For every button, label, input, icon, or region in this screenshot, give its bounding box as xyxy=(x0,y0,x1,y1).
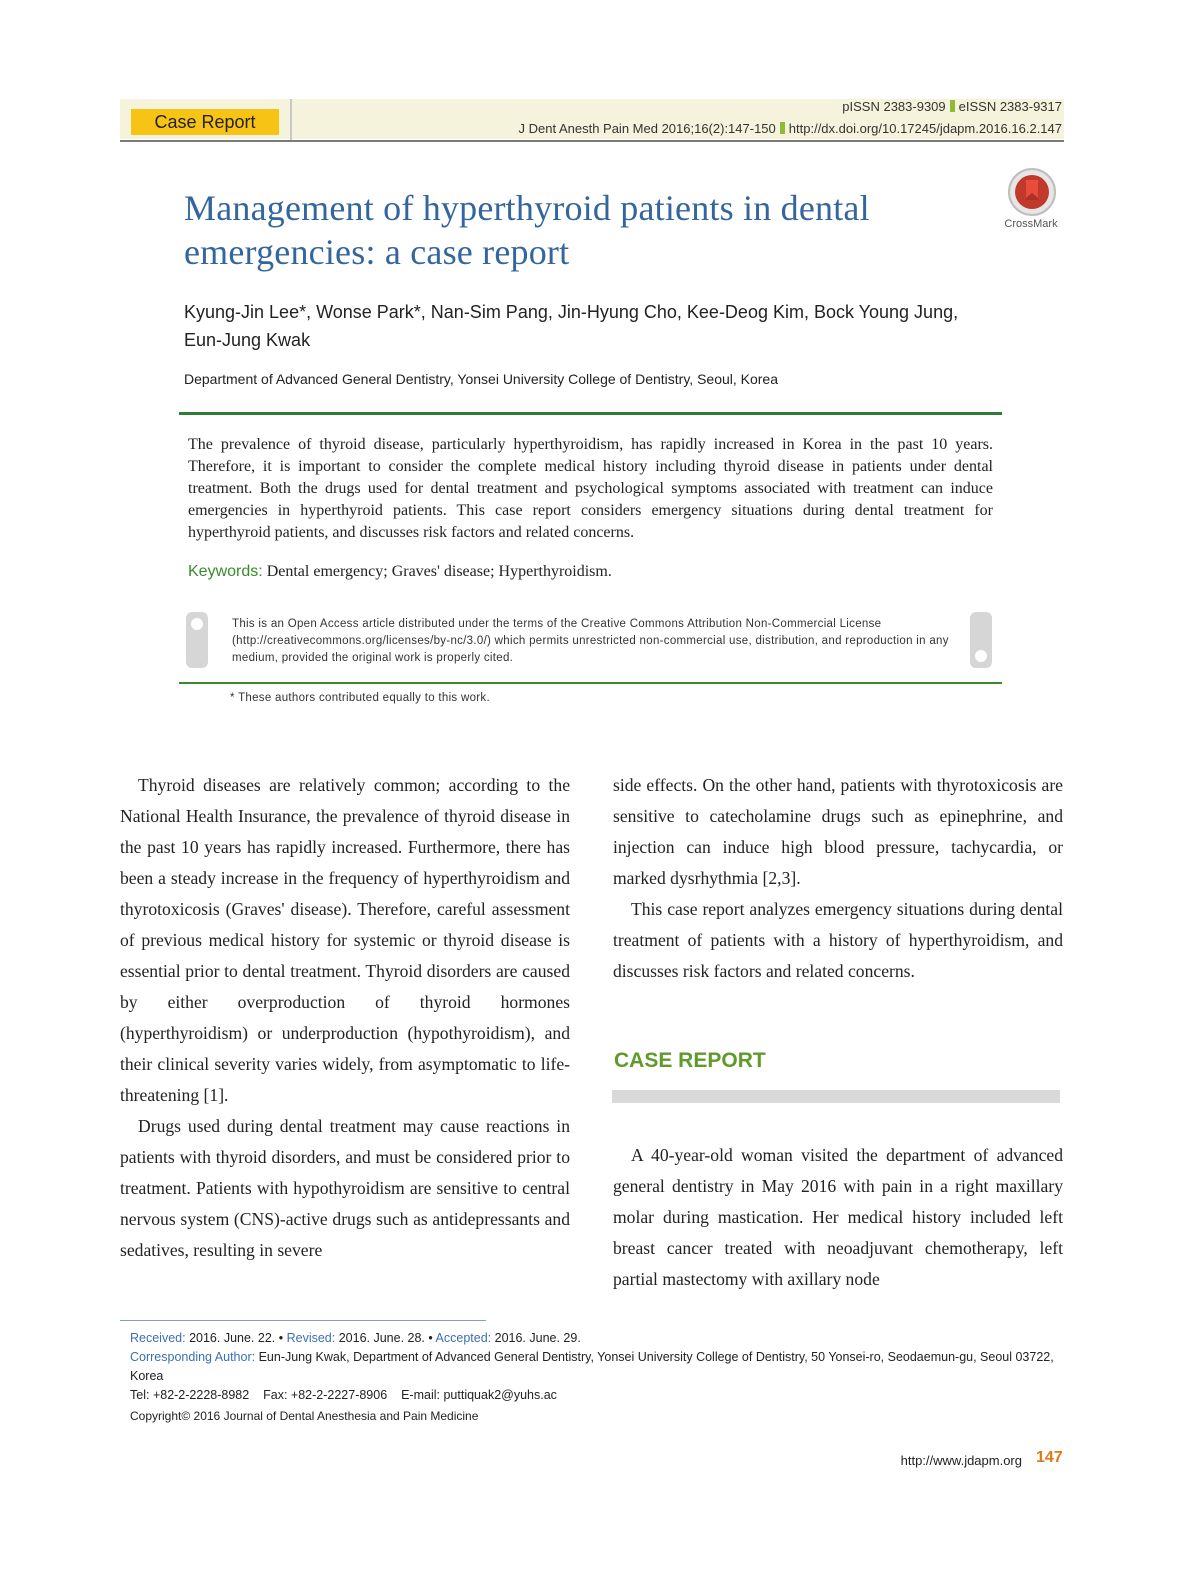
received-date: 2016. June. 22. xyxy=(189,1331,276,1345)
revised-label: Revised: xyxy=(286,1331,336,1345)
tel-label: Tel: xyxy=(130,1388,150,1402)
article-meta xyxy=(130,1329,1070,1405)
article-type-badge: Case Report xyxy=(131,109,279,135)
fax-label: Fax: xyxy=(263,1388,288,1402)
journal-url[interactable]: http://www.jdapm.org xyxy=(900,1453,1022,1468)
abstract-top-rule xyxy=(179,412,1002,415)
paragraph: A 40-year-old woman visited the department of advanced general dentistry in May 2016 with pain in a right maxillary molar during mastication. Her medical history included left breast cancer treated with neoadjuvant chemotherapy, left partial mastectomy with axillary node xyxy=(613,1145,1063,1289)
contact-line xyxy=(130,1386,1070,1405)
equal-contribution-note: * These authors contributed equally to this work. xyxy=(230,692,490,704)
section-heading-case-report: CASE REPORT xyxy=(614,1049,766,1072)
author-list: Kyung-Jin Lee*, Wonse Park*, Nan-Sim Pang, Jin-Hyung Cho, Kee-Deog Kim, Bock Young Jung, Eun-Jung Kwak xyxy=(184,302,959,350)
citation-line xyxy=(518,121,1062,136)
article-title: Management of hyperthyroid patients in dental emergencies: a case report xyxy=(184,188,870,272)
paragraph: Drugs used during dental treatment may cause reactions in patients with thyroid disorders, and must be considered prior to treatment. Patients with hypothyroidism are sensitive to central nervous system (CNS)-active drugs such as antidepressants and sedatives, resulting in severe xyxy=(120,1116,570,1260)
meta-rule xyxy=(120,1320,486,1321)
doi-link[interactable]: http://dx.doi.org/10.17245/jdapm.2016.16.2.147 xyxy=(788,121,1062,136)
issn-line xyxy=(842,99,1062,114)
eissn: eISSN 2383-9317 xyxy=(958,99,1062,114)
pipe-separator xyxy=(950,100,955,112)
paragraph: side effects. On the other hand, patients with thyrotoxicosis are sensitive to catecholamine drugs such as epinephrine, and injection can induce high blood pressure, tachycardia, or marked dysrhythmia [2,3]. xyxy=(613,775,1063,888)
accepted-date: 2016. June. 29. xyxy=(494,1331,581,1345)
header-rule xyxy=(120,140,1064,142)
section-heading-bar xyxy=(612,1090,1060,1103)
crossmark-label: CrossMark xyxy=(1004,218,1058,230)
accepted-label: Accepted: xyxy=(435,1331,492,1345)
abstract-bottom-rule xyxy=(179,682,1002,684)
corresponding-author: Eun-Jung Kwak, Department of Advanced General Dentistry, Yonsei University College of Dentistry, 50 Yonsei-ro, Seodaemun-gu, Seoul 03722, Korea xyxy=(130,1350,1054,1383)
body-column-right-continued xyxy=(613,1140,1063,1295)
license-bracket-left xyxy=(186,612,208,668)
email-address[interactable]: puttiquak2@yuhs.ac xyxy=(443,1388,557,1402)
corresponding-line xyxy=(130,1348,1070,1386)
received-label: Received: xyxy=(130,1331,186,1345)
journal-reference: J Dent Anesth Pain Med 2016;16(2):147-150 xyxy=(518,121,776,136)
corresponding-label: Corresponding Author: xyxy=(130,1350,256,1364)
paragraph: This case report analyzes emergency situations during dental treatment of patients with a history of hyperthyroidism, and discusses risk factors and related concerns. xyxy=(613,899,1063,981)
pissn: pISSN 2383-9309 xyxy=(842,99,946,114)
paragraph: Thyroid diseases are relatively common; according to the National Health Insurance, the prevalence of thyroid disease in the past 10 years has rapidly increased. Furthermore, there has been a steady increase in the frequency of hyperthyroidism and thyrotoxicosis (Graves' disease). Therefore, careful assessment of previous medical history for systemic or thyroid disease is essential prior to dental treatment. Thyroid disorders are caused by either overproduction of thyroid hormones (hyperthyroidism) or underproduction (hypothyroidism), and their clinical severity varies widely, from asymptomatic to life-threatening [1]. xyxy=(120,775,570,1105)
email-label: E-mail: xyxy=(401,1388,440,1402)
keywords xyxy=(188,563,993,581)
license-text: This is an Open Access article distributed under the terms of the Creative Commons Attribution Non-Commercial License (http://creativecommons.org/licenses/by-nc/3.0/) which permits unrestricted non-commercial use, distribution, and reproduction in any medium, provided the original work is properly cited. xyxy=(232,618,949,664)
header-separator xyxy=(290,99,292,140)
abstract: The prevalence of thyroid disease, particularly hyperthyroidism, has rapidly increased in Korea in the past 10 years. Therefore, it is important to consider the complete medical history including thyroid disease in patients under dental treatment. Both the drugs used for dental treatment and psychological symptoms associated with treatment can induce emergencies in hyperthyroid patients. This case report considers emergency situations during dental treatment for hyperthyroid patients, and discusses risk factors and related concerns. xyxy=(188,436,993,541)
copyright: Copyright© 2016 Journal of Dental Anesthesia and Pain Medicine xyxy=(130,1409,479,1423)
license-bracket-right xyxy=(970,612,992,668)
body-column-right xyxy=(613,770,1063,987)
affiliation: Department of Advanced General Dentistry, Yonsei University College of Dentistry, Seoul, Korea xyxy=(184,371,779,387)
pipe-separator xyxy=(780,122,785,134)
dates-line: Received: 2016. June. 22. • Revised: 2016. June. 28. • Accepted: 2016. June. 29. xyxy=(130,1331,581,1345)
tel-number: +82-2-2228-8982 xyxy=(152,1388,250,1402)
keywords-text: Dental emergency; Graves' disease; Hyperthyroidism. xyxy=(266,563,612,580)
fax-number: +82-2-2227-8906 xyxy=(290,1388,388,1402)
page-number: 147 xyxy=(1036,1449,1063,1466)
revised-date: 2016. June. 28. xyxy=(338,1331,425,1345)
body-column-left xyxy=(120,770,570,1266)
keywords-label: Keywords: xyxy=(188,563,263,580)
